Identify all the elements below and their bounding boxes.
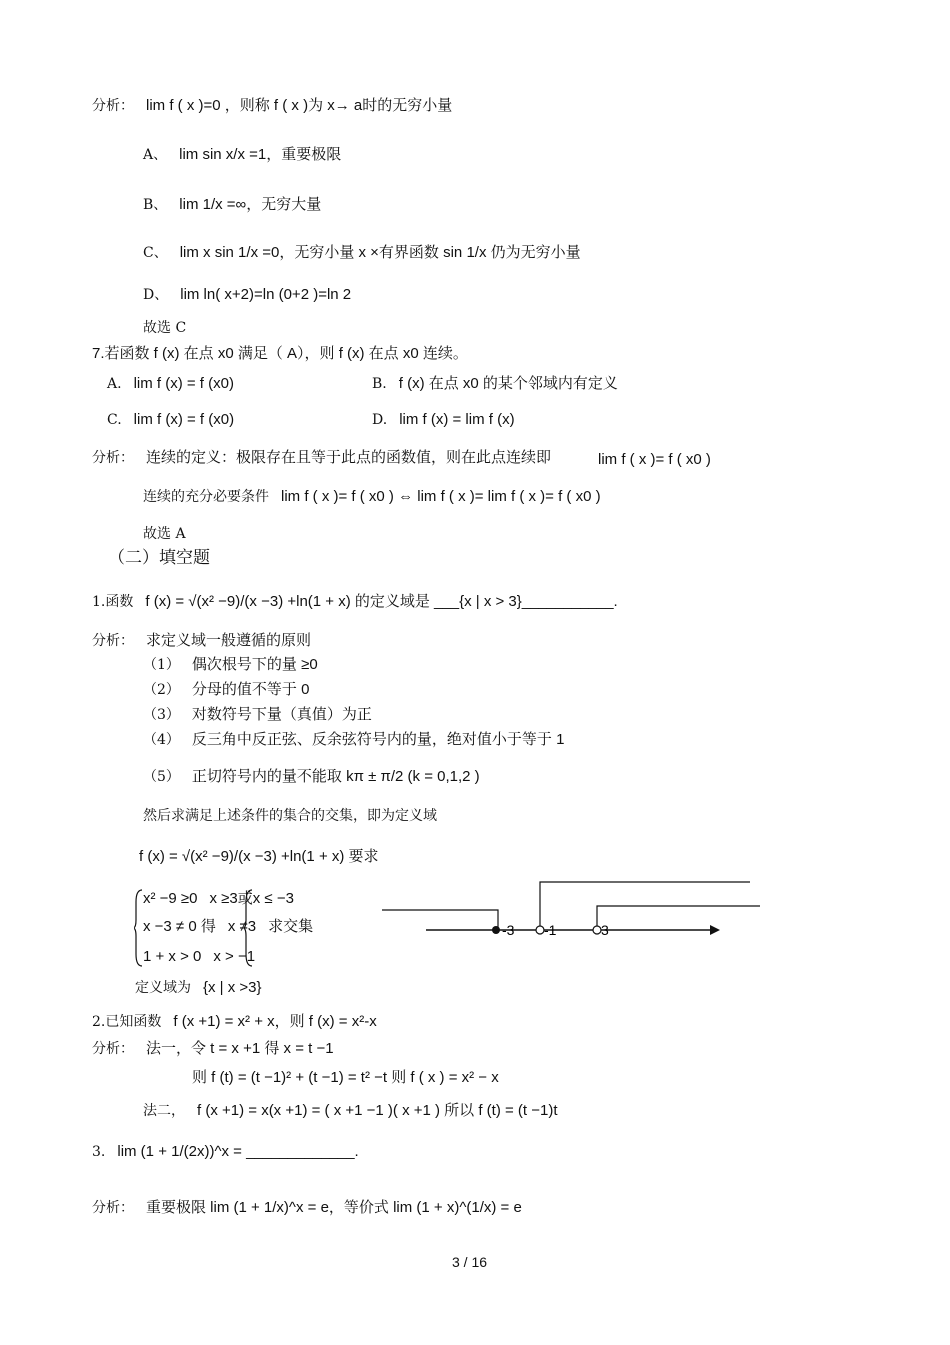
text-line-l13 (598, 450, 711, 470)
text-segment: lim x sin 1/x =0，无穷小量 x ×有界函数 sin 1/x 仍为无穷小量 (179, 244, 581, 261)
text-segment: f (x) = √(x² −9)/(x −3) +ln(1 + x) 要求 (139, 848, 379, 865)
text-segment: lim (1 + 1/(2x))^x = _____________. (117, 1143, 359, 1160)
text-segment: lim sin x/x =1，重要极限 (179, 146, 342, 163)
text-segment: {x | x >3} (203, 979, 262, 996)
text-line-l35 (92, 1198, 522, 1218)
text-line-l15 (143, 524, 186, 544)
text-segment: 重要极限 lim (1 + 1/x)^x = e，等价式 lim (1 + x)^(1/x) = e (146, 1199, 522, 1216)
text-segment: B、 (143, 197, 168, 213)
text-line-l07 (92, 344, 468, 364)
text-segment: lim f (x) = f (x0) (133, 375, 234, 392)
text-line-l06 (143, 318, 186, 338)
text-segment: lim f (x) = f (x0) (133, 411, 235, 428)
text-line-l16 (108, 548, 210, 568)
text-segment: f (x +1) = x(x +1) = ( x +1 −1 )( x +1 ) 所以 f (t) = (t −1)t (197, 1102, 558, 1119)
text-line-l26 (143, 889, 294, 909)
page-number: 3 / 16 (452, 1254, 488, 1270)
text-segment: D、 (143, 287, 169, 303)
text-line-l17 (92, 592, 618, 612)
text-segment: f (x) = √(x² −9)/(x −3) +ln(1 + x) 的定义域是 ___{x | x > 3}___________. (145, 593, 618, 610)
text-segment: 故选 C (143, 320, 187, 336)
text-line-l05 (143, 285, 351, 305)
text-segment: 反三角中反正弦、反余弦符号内的量，绝对值小于等于 1 (191, 731, 565, 748)
text-segment: 偶次根号下的量 ≥0 (191, 656, 318, 673)
point-neg1 (536, 926, 544, 934)
text-segment: 分析： (92, 1200, 134, 1216)
text-line-l33 (143, 1101, 558, 1121)
text-line-l29 (135, 978, 262, 998)
text-line-l03 (143, 195, 321, 215)
point-3 (593, 926, 601, 934)
text-line-l09 (372, 374, 618, 394)
label-neg1: -1 (544, 922, 557, 938)
text-line-l02 (143, 145, 341, 165)
text-segment: 求交集 (268, 918, 314, 935)
text-segment: x ≥3或x ≤ −3 (209, 890, 294, 907)
text-segment: 对数符号下量（真值）为正 (191, 706, 372, 723)
text-segment: 法一，令 t = x +1 得 x = t −1 (146, 1040, 334, 1057)
text-segment: B. (372, 376, 387, 392)
point-neg3 (492, 926, 500, 934)
text-segment: lim 1/x =∞，无穷大量 (179, 196, 322, 213)
text-segment: 3. (92, 1144, 106, 1160)
text-segment: lim f ( x )=0 ，则称 f ( x )为 x→ a时的无穷小量 (146, 97, 453, 114)
text-segment: x² −9 ≥0 (143, 890, 198, 907)
text-segment: 然后求满足上述条件的集合的交集，即为定义域 (143, 808, 437, 824)
text-line-l18 (92, 631, 311, 651)
text-segment: 连续的充分必要条件 (143, 489, 269, 505)
text-line-l28 (143, 947, 255, 967)
text-segment: （二）填空题 (108, 548, 210, 568)
text-line-l22 (143, 730, 564, 750)
text-line-l24 (143, 806, 437, 826)
text-segment: （2） (143, 682, 180, 698)
text-segment: 连续的定义：极限存在且等于此点的函数值，则在此点连续即 (146, 449, 552, 466)
text-segment: A、 (143, 147, 168, 163)
text-line-l21 (143, 705, 372, 725)
text-segment: 求定义域一般遵循的原则 (146, 632, 312, 649)
text-segment: 分析： (92, 450, 134, 466)
brace-left (134, 888, 144, 968)
text-line-l34 (92, 1142, 359, 1162)
text-line-l20 (143, 680, 309, 700)
text-segment: f (x +1) = x² + x，则 f (x) = x²-x (173, 1013, 377, 1030)
text-segment: A. (107, 376, 122, 392)
text-line-l10 (107, 410, 234, 430)
text-segment: （5） (143, 769, 180, 785)
text-line-l30 (92, 1012, 377, 1032)
text-segment: lim f (x) = lim f (x) (399, 411, 515, 428)
text-line-l19 (143, 655, 318, 675)
label-neg3: -3 (502, 922, 515, 938)
text-line-l12 (92, 448, 551, 468)
text-segment: 故选 A (143, 526, 186, 542)
text-line-l32 (192, 1068, 499, 1088)
text-segment: lim ln( x+2)=ln (0+2 )=ln 2 (180, 286, 352, 303)
text-segment: 1 + x > 0 (143, 948, 202, 965)
number-line-figure (378, 878, 768, 948)
text-segment: 分析： (92, 633, 134, 649)
text-segment: 分析： (92, 1041, 134, 1057)
text-segment: 分母的值不等于 0 (191, 681, 310, 698)
text-segment: lim f ( x )= f ( x0 ) (598, 451, 711, 468)
text-segment: 法二， (143, 1103, 185, 1119)
text-segment: f (x) 在点 x0 的某个邻域内有定义 (398, 375, 618, 392)
text-line-l01 (92, 96, 452, 116)
text-segment: 2.已知函数 (92, 1014, 162, 1030)
text-segment: （1） (143, 657, 180, 673)
text-line-l14 (143, 487, 601, 507)
text-segment: lim f ( x )= f ( x0 ) ⇔ lim f ( x )= lim f ( x )= f ( x0 ) (281, 488, 601, 505)
text-segment: D. (372, 412, 388, 428)
text-line-l25 (139, 847, 379, 867)
text-segment: C. (107, 412, 122, 428)
text-segment: x ≠3 (227, 918, 257, 935)
text-segment: 定义域为 (135, 980, 191, 996)
text-segment: 正切符号内的量不能取 kπ ± π/2 (k = 0,1,2 ) (191, 768, 480, 785)
text-segment: 分析： (92, 98, 134, 114)
label-3: 3 (601, 922, 609, 938)
text-line-l23 (143, 767, 480, 787)
text-segment: （3） (143, 707, 180, 723)
text-segment: C、 (143, 245, 168, 261)
text-line-l04 (143, 243, 581, 263)
text-line-l11 (372, 410, 515, 430)
text-line-l27 (143, 917, 313, 937)
text-segment: 7.若函数 f (x) 在点 x0 满足（ A），则 f (x) 在点 x0 连续。 (92, 345, 468, 362)
text-segment: （4） (143, 732, 180, 748)
text-line-l31 (92, 1039, 334, 1059)
text-segment: 则 f (t) = (t −1)² + (t −1) = t² −t 则 f ( x ) = x² − x (192, 1069, 499, 1086)
text-line-l08 (107, 374, 234, 394)
text-segment: 1.函数 (92, 594, 134, 610)
text-segment: x > −1 (213, 948, 256, 965)
brace-right (244, 888, 254, 968)
text-segment: x −3 ≠ 0 得 (143, 918, 216, 935)
